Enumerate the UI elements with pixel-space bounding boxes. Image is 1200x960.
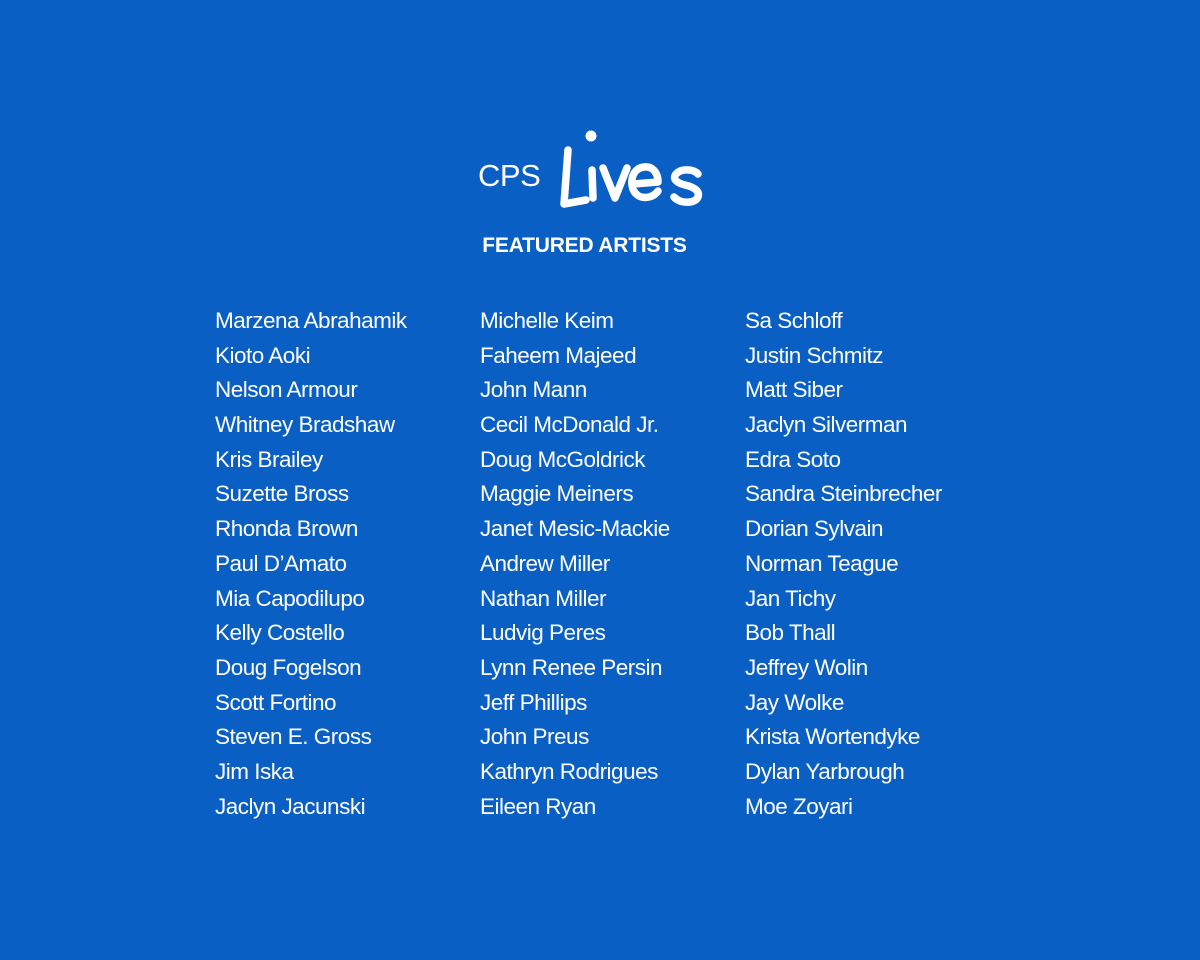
- logo-lives-lettering: [564, 150, 698, 204]
- artist-column-1: [215, 304, 407, 824]
- artist-name: Jim Iska: [215, 758, 294, 784]
- artist-name: Sandra Steinbrecher: [745, 481, 942, 507]
- artist-column-3: [745, 304, 942, 824]
- cps-lives-logo: [476, 128, 712, 212]
- artist-name: Ludvig Peres: [480, 620, 606, 646]
- artist-name: Michelle Keim: [480, 308, 614, 333]
- artist-name: Jaclyn Silverman: [745, 412, 908, 438]
- artist-name: Kioto Aoki: [215, 342, 311, 368]
- artist-name: Mia Capodilupo: [215, 585, 365, 611]
- artist-name: Kathryn Rodrigues: [480, 758, 658, 784]
- artist-name: Doug McGoldrick: [480, 446, 646, 472]
- artist-name: Nelson Armour: [215, 377, 358, 403]
- artist-name: Maggie Meiners: [480, 481, 634, 507]
- artist-name: Dylan Yarbrough: [745, 758, 905, 784]
- artist-name: Jaclyn Jacunski: [215, 793, 366, 819]
- artist-name: Norman Teague: [745, 550, 899, 576]
- artist-name: John Preus: [480, 724, 589, 750]
- featured-artists-heading: FEATURED ARTISTS: [482, 234, 687, 257]
- artist-name: Krista Wortendyke: [745, 724, 920, 750]
- artist-name: Jan Tichy: [745, 585, 836, 611]
- artist-name: Eileen Ryan: [480, 793, 596, 819]
- artist-name: Kelly Costello: [215, 620, 345, 646]
- artist-name: Suzette Bross: [215, 481, 349, 507]
- artist-name: Faheem Majeed: [480, 342, 637, 368]
- artist-name: Edra Soto: [745, 446, 841, 472]
- artist-name: Justin Schmitz: [745, 342, 884, 368]
- artist-name: Cecil McDonald Jr.: [480, 412, 659, 438]
- artist-name: Rhonda Brown: [215, 516, 358, 542]
- artist-name: Paul D’Amato: [215, 550, 347, 576]
- artist-name: Dorian Sylvain: [745, 516, 884, 542]
- artist-name: Scott Fortino: [215, 689, 337, 715]
- artist-name: Jeff Phillips: [480, 689, 587, 715]
- artist-column-2: [480, 304, 670, 824]
- artist-name: John Mann: [480, 377, 587, 403]
- artist-name: Jay Wolke: [745, 689, 844, 715]
- artist-name: Bob Thall: [745, 620, 836, 646]
- artist-name: Lynn Renee Persin: [480, 654, 663, 680]
- artist-name: Sa Schloff: [745, 308, 843, 333]
- artist-name: Jeffrey Wolin: [745, 654, 868, 680]
- artist-name: Marzena Abrahamik: [215, 308, 407, 333]
- artist-name: Janet Mesic-Mackie: [480, 516, 670, 542]
- artist-name: Doug Fogelson: [215, 654, 362, 680]
- artist-name: Whitney Bradshaw: [215, 412, 395, 438]
- artist-name: Kris Brailey: [215, 446, 323, 472]
- logo-i-dot: [586, 131, 597, 142]
- artist-name: Matt Siber: [745, 377, 843, 403]
- artist-name: Steven E. Gross: [215, 724, 372, 750]
- artist-name: Moe Zoyari: [745, 793, 853, 819]
- artist-name: Nathan Miller: [480, 585, 607, 611]
- logo-cps-text: CPS: [478, 158, 541, 193]
- artist-name: Andrew Miller: [480, 550, 610, 576]
